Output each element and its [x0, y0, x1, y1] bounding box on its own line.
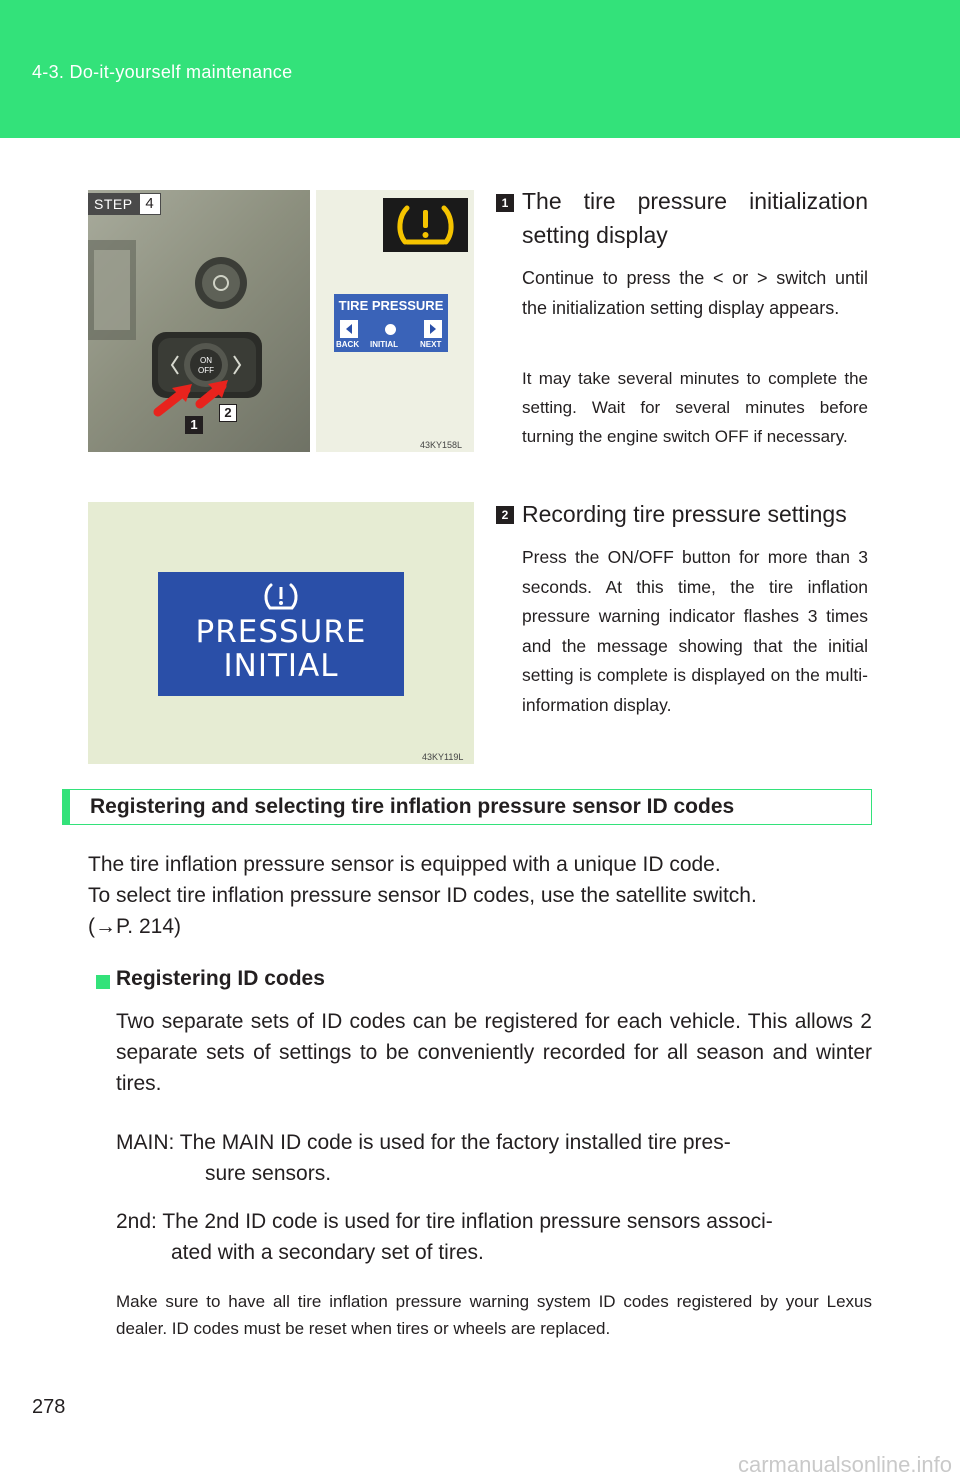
- item-marker-1: 1: [496, 194, 514, 212]
- square-bullet-icon: [96, 975, 110, 989]
- step-badge: [88, 193, 161, 215]
- item-1-heading: The tire pressure initialization setting display: [522, 188, 868, 248]
- site-watermark: carmanualsonline.info: [737, 1452, 952, 1477]
- step-number: 4: [139, 193, 161, 215]
- intro-line-2: To select tire inflation pressure sensor ID codes, use the satellite switch.: [88, 884, 757, 907]
- second-definition-line-1: 2nd: The 2nd ID code is used for tire inflation pressure sensors associ-: [116, 1210, 773, 1233]
- satellite-switch-illustration: [88, 190, 310, 452]
- tpms-warning-lamp: [383, 198, 468, 252]
- back-arrow-icon: [340, 320, 358, 338]
- next-arrow-icon: [424, 320, 442, 338]
- item-2-heading: Recording tire pressure settings: [522, 501, 847, 527]
- tire-pressure-warning-icon: [383, 198, 468, 252]
- registering-body: Two separate sets of ID codes can be registered for each vehicle. This allows 2 separate sets of settings to be conveniently recorded for all season and winter tires.: [116, 1010, 872, 1095]
- page-reference: (→P. 214): [88, 915, 181, 938]
- next-label: NEXT: [420, 340, 442, 349]
- satellite-switch-photo: [88, 190, 310, 452]
- display-line-initial: INITIAL: [223, 648, 339, 684]
- meter-display-photo: [316, 190, 474, 452]
- section-heading-bar: [62, 789, 872, 825]
- figure-1-code: 43KY158L: [420, 440, 463, 450]
- pressure-initial-photo: [88, 502, 474, 764]
- figure-callout-2: 2: [219, 404, 237, 422]
- step-label: STEP: [88, 193, 139, 215]
- dealer-note: Make sure to have all tire inflation pressure warning system ID codes registered by your Lexus dealer. ID codes must be reset when tires or wheels are replaced.: [116, 1292, 872, 1338]
- section-breadcrumb: 4-3. Do-it-yourself maintenance: [32, 62, 293, 82]
- second-definition-line-2: ated with a secondary set of tires.: [171, 1241, 484, 1264]
- item-2-text: Press the ON/OFF button for more than 3 seconds. At this time, the tire inflation pressure warning indicator flashes 3 times and the message showing that the initial setting is complete is displayed on the multi-information display.: [522, 547, 868, 715]
- registering-id-codes-heading: Registering ID codes: [116, 967, 325, 990]
- figure-2-code: 43KY119L: [422, 752, 464, 762]
- back-label: BACK: [336, 340, 360, 349]
- intro-line-1: The tire inflation pressure sensor is equipped with a unique ID code.: [88, 853, 721, 876]
- figure-callout-1: 1: [185, 416, 203, 434]
- header-band: [0, 0, 960, 138]
- initial-label: INITIAL: [370, 340, 398, 349]
- tire-pressure-menu-display: [334, 294, 448, 352]
- item-marker-2: 2: [496, 506, 514, 524]
- section-title: Registering and selecting tire inflation pressure sensor ID codes: [90, 795, 735, 818]
- off-label: OFF: [198, 366, 214, 375]
- mini-display-title: TIRE PRESSURE: [338, 298, 444, 313]
- pressure-initial-display: [158, 572, 404, 696]
- page-number: 278: [32, 1396, 66, 1418]
- display-line-pressure: PRESSURE: [195, 614, 367, 650]
- initial-dot-icon: [385, 324, 396, 335]
- main-definition-line-2: sure sensors.: [205, 1162, 332, 1185]
- item-1-text: Continue to press the < or > switch until the initialization setting display appears.: [522, 268, 868, 318]
- item-1-note: It may take several minutes to complete the setting. Wait for several minutes before turning the engine switch OFF if necessary.: [522, 369, 868, 446]
- tire-pressure-icon: [261, 582, 301, 612]
- main-definition-line-1: MAIN: The MAIN ID code is used for the factory installed tire pres-: [116, 1131, 731, 1154]
- on-label: ON: [200, 356, 212, 365]
